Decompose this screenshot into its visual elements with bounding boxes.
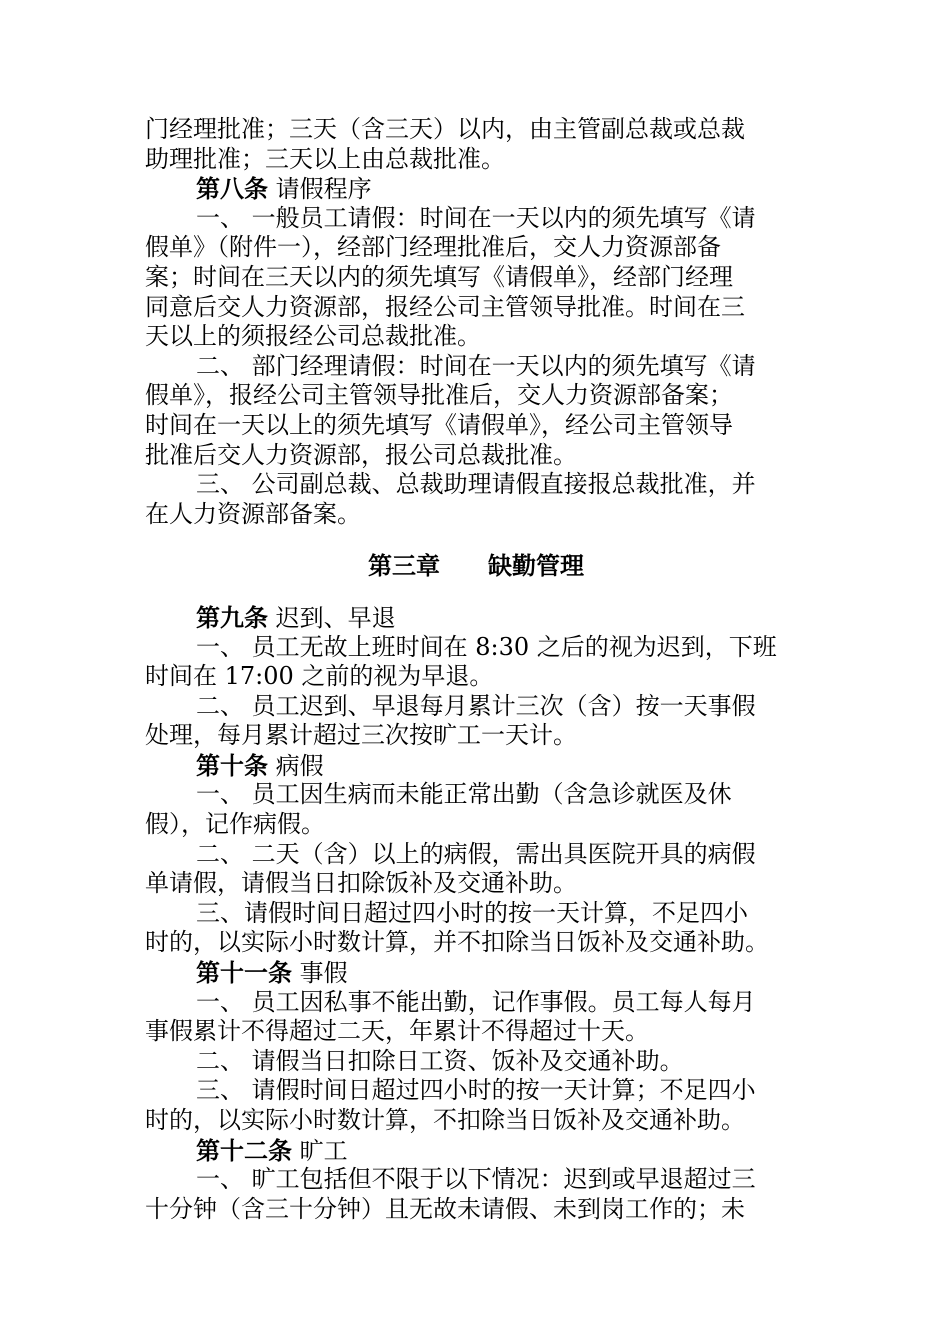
chapter-heading — [145, 551, 807, 581]
text-line: 三、 请假时间日超过四小时的按一天计算；不足四小 — [196, 1076, 756, 1105]
article-9-heading — [145, 603, 807, 633]
text-line: 助理批准；三天以上由总裁批准。 — [145, 144, 505, 173]
text-line: 时间在一天以上的须先填写《请假单》，经公司主管领导 — [145, 410, 733, 439]
article-title: 病假 — [275, 751, 324, 780]
document-body — [145, 115, 807, 1224]
article-10-heading — [145, 751, 807, 781]
chapter-number: 第三章 — [368, 551, 440, 581]
text-line: 一、 员工无故上班时间在 8:30 之后的视为迟到，下班 — [196, 632, 777, 661]
text-line: 二、 员工迟到、早退每月累计三次（含）按一天事假 — [196, 691, 756, 720]
text-line: 假），记作病假。 — [145, 810, 325, 839]
text-line: 批准后交人力资源部，报公司总裁批准。 — [145, 440, 577, 469]
text-line: 事假累计不得超过二天，年累计不得超过十天。 — [145, 1017, 649, 1046]
text-line: 假单》（附件一），经部门经理批准后，交人力资源部备 — [145, 233, 721, 262]
article-number: 第十条 — [196, 750, 268, 780]
text-line: 假单》，报经公司主管领导批准后，交人力资源部备案； — [145, 381, 733, 410]
text-line: 二、 二天（含）以上的病假，需出具医院开具的病假 — [196, 839, 756, 868]
article-number: 第八条 — [196, 174, 268, 204]
text-line: 同意后交人力资源部，报经公司主管领导批准。时间在三 — [145, 292, 745, 321]
text-line: 十分钟（含三十分钟）且无故未请假、未到岗工作的；未 — [145, 1194, 745, 1223]
text-line: 天以上的须报经公司总裁批准。 — [145, 322, 481, 351]
article-title: 迟到、早退 — [275, 603, 396, 632]
text-line: 三、 公司副总裁、总裁助理请假直接报总裁批准，并 — [196, 470, 756, 499]
text-line: 二、 部门经理请假：时间在一天以内的须先填写《请 — [196, 351, 756, 380]
article-8-heading — [145, 174, 807, 204]
text-line: 时的，以实际小时数计算，不扣除当日饭补及交通补助。 — [145, 1106, 745, 1134]
article-12-heading — [145, 1136, 807, 1166]
article-title: 事假 — [299, 959, 348, 988]
article-title: 请假程序 — [275, 175, 372, 204]
text-line: 处理，每月累计超过三次按旷工一天计。 — [145, 721, 577, 750]
article-number: 第九条 — [196, 602, 268, 632]
article-11-heading — [145, 958, 807, 988]
text-line: 一、 旷工包括但不限于以下情况：迟到或早退超过三 — [196, 1165, 756, 1194]
text-line: 时间在 17:00 之前的视为早退。 — [145, 662, 494, 691]
chapter-title: 缺勤管理 — [488, 551, 584, 581]
text-line: 一、 一般员工请假：时间在一天以内的须先填写《请 — [196, 203, 756, 232]
text-line: 时的，以实际小时数计算，并不扣除当日饭补及交通补助。 — [145, 928, 769, 957]
article-number: 第十二条 — [196, 1135, 292, 1165]
text-line: 一、 员工因生病而未能正常出勤（含急诊就医及休 — [196, 780, 732, 809]
article-title: 旷工 — [299, 1136, 348, 1165]
text-line: 案；时间在三天以内的须先填写《请假单》，经部门经理 — [145, 262, 733, 291]
text-line: 三、请假时间日超过四小时的按一天计算，不足四小 — [196, 898, 748, 927]
article-number: 第十一条 — [196, 958, 292, 988]
text-line: 单请假，请假当日扣除饭补及交通补助。 — [145, 869, 577, 898]
text-line: 二、 请假当日扣除日工资、饭补及交通补助。 — [196, 1046, 684, 1075]
text-line: 一、 员工因私事不能出勤，记作事假。员工每人每月 — [196, 987, 756, 1016]
text-line: 在人力资源部备案。 — [145, 499, 361, 528]
text-line: 门经理批准；三天（含三天）以内，由主管副总裁或总裁 — [145, 115, 745, 143]
